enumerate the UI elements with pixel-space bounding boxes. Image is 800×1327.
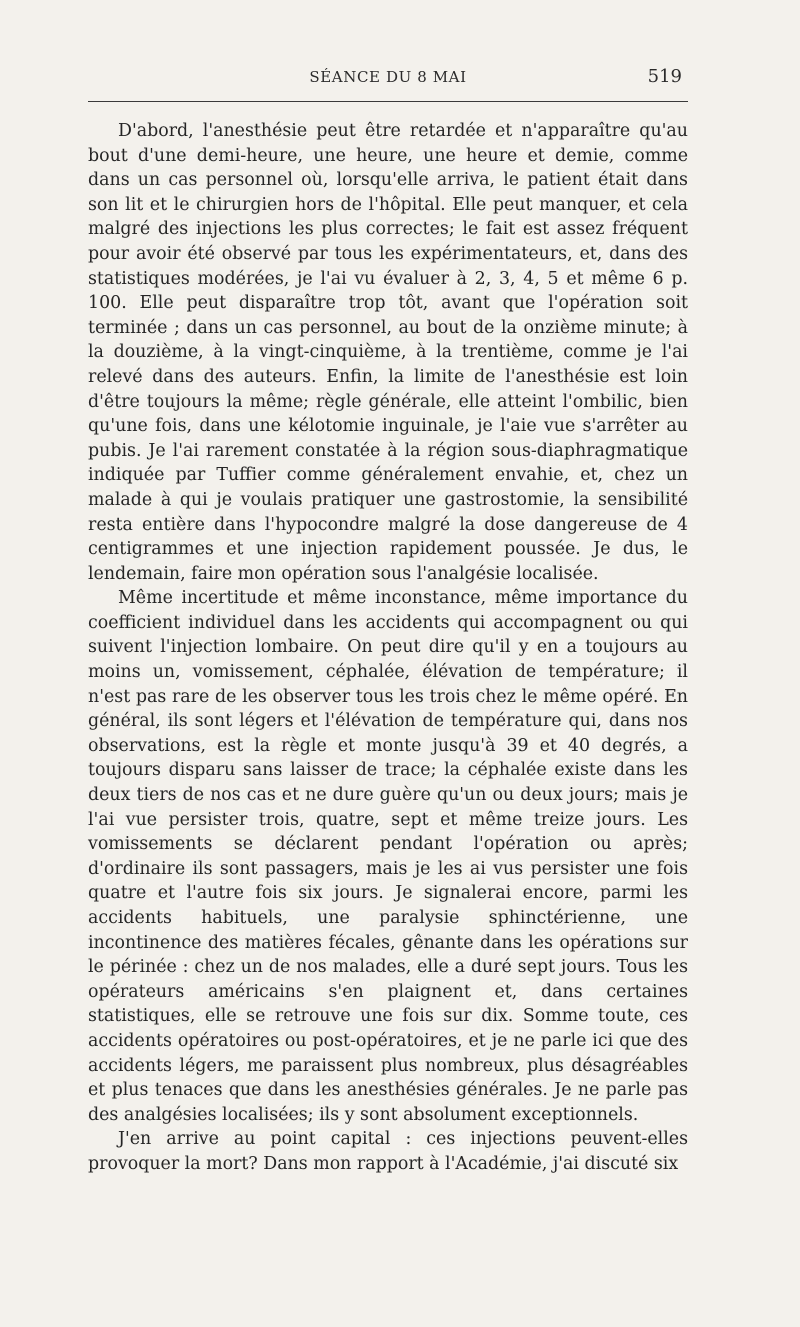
- header-rule: [88, 101, 688, 102]
- page-header: [88, 64, 688, 94]
- body-text: [88, 119, 688, 1177]
- paragraph-2: Même incertitude et même inconstance, même importance du coefficient individuel dans les accidents qui accompagnent ou qui suivent l'injection lombaire. On peut dire qu'il y en a toujours au moins un, vomissement, céphalée, élévation de température; il n'est pas rare de les observer tous les trois chez le même opéré. En général, ils sont légers et l'élévation de température qui, dans nos observations, est la règle et monte jusqu'à 39 et 40 degrés, a toujours disparu sans laisser de trace; la céphalée existe dans les deux tiers de nos cas et ne dure guère qu'un ou deux jours; mais je l'ai vue persister trois, quatre, sept et même treize jours. Les vomissements se déclarent pendant l'opération ou après; d'ordinaire ils sont passagers, mais je les ai vus persister une fois quatre et l'autre fois six jours. Je signalerai encore, parmi les accidents habituels, une paralysie sphinctérienne, une incontinence des matières fécales, gênante dans les opérations sur le périnée : chez un de nos malades, elle a duré sept jours. Tous les opérateurs américains s'en plaignent et, dans certaines statistiques, elle se retrouve une fois sur dix. Somme toute, ces accidents opératoires ou post-opératoires, et je ne parle ici que des accidents légers, me paraissent plus nombreux, plus désagréables et plus tenaces que dans les anesthésies générales. Je ne parle pas des analgésies localisées; ils y sont absolument exceptionnels.: [88, 588, 688, 1125]
- page-number: 519: [647, 66, 682, 87]
- paragraph-1: D'abord, l'anesthésie peut être retardée et n'apparaître qu'au bout d'une demi-heure, une heure, une heure et demie, comme dans un cas personnel où, lorsqu'elle arriva, le patient était dans son lit et le chirurgien hors de l'hôpital. Elle peut manquer, et cela malgré des injections les plus correctes; le fait est assez fréquent pour avoir été observé par tous les expérimentateurs, et, dans des statistiques modérées, je l'ai vu évaluer à 2, 3, 4, 5 et même 6 p. 100. Elle peut disparaître trop tôt, avant que l'opération soit terminée ; dans un cas personnel, au bout de la onzième minute; à la douzième, à la vingt-cinquième, à la trentième, comme je l'ai relevé dans des auteurs. Enfin, la limite de l'anesthésie est loin d'être toujours la même; règle générale, elle atteint l'ombilic, bien qu'une fois, dans une kélotomie inguinale, je l'aie vue s'arrêter au pubis. Je l'ai rarement constatée à la région sous-diaphragmatique indiquée par Tuffier comme généralement envahie, et, chez un malade à qui je voulais pratiquer une gastrostomie, la sensibilité resta entière dans l'hypocondre malgré la dose dangereuse de 4 centigrammes et une injection rapidement poussée. Je dus, le lendemain, faire mon opération sous l'analgésie localisée.: [88, 121, 688, 584]
- running-title: SÉANCE DU 8 MAI: [309, 68, 467, 86]
- paragraph-3: J'en arrive au point capital : ces injections peuvent-elles provoquer la mort? Dans mon rapport à l'Académie, j'ai discuté six: [88, 1129, 688, 1174]
